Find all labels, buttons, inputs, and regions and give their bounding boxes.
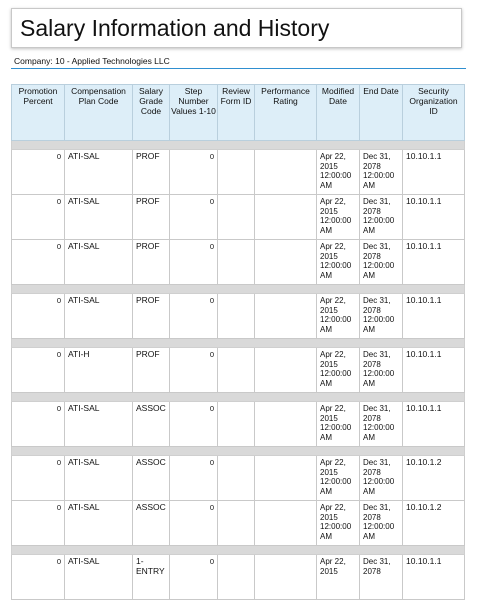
salary-grade-cell: 1-ENTRY — [133, 555, 170, 600]
compensation-plan-cell: ATI-H — [65, 348, 133, 393]
security-org-cell: 10.10.1.1 — [403, 240, 465, 285]
modified-date-cell: Apr 22, 2015 12:00:00 AM — [317, 501, 360, 546]
salary-grade-cell: PROF — [133, 294, 170, 339]
modified-date-cell: Apr 22, 2015 12:00:00 AM — [317, 195, 360, 240]
review-form-cell — [218, 348, 255, 393]
salary-grade-cell: ASSOC — [133, 456, 170, 501]
table-row[interactable] — [12, 195, 465, 240]
promotion-percent-cell: 0 — [12, 501, 65, 546]
review-form-cell — [218, 150, 255, 195]
header-row — [12, 85, 465, 141]
page-header — [11, 8, 462, 48]
group-separator-cell — [12, 447, 465, 456]
group-separator — [12, 339, 465, 348]
compensation-plan-cell: ATI-SAL — [65, 501, 133, 546]
step-number-cell: 0 — [170, 501, 218, 546]
security-org-cell: 10.10.1.2 — [403, 501, 465, 546]
performance-rating-cell — [255, 294, 317, 339]
col-header-review-form-id[interactable]: Review Form ID — [218, 85, 255, 141]
performance-rating-cell — [255, 195, 317, 240]
salary-grade-cell: PROF — [133, 240, 170, 285]
performance-rating-cell — [255, 348, 317, 393]
compensation-plan-cell: ATI-SAL — [65, 240, 133, 285]
group-separator — [12, 393, 465, 402]
company-label: Company: 10 - Applied Technologies LLC — [11, 54, 466, 69]
group-separator — [12, 447, 465, 456]
group-separator-cell — [12, 285, 465, 294]
salary-table — [11, 84, 465, 600]
step-number-cell: 0 — [170, 195, 218, 240]
end-date-cell: Dec 31, 2078 — [360, 555, 403, 600]
security-org-cell: 10.10.1.1 — [403, 402, 465, 447]
performance-rating-cell — [255, 501, 317, 546]
end-date-cell: Dec 31, 2078 12:00:00 AM — [360, 240, 403, 285]
security-org-cell: 10.10.1.2 — [403, 456, 465, 501]
modified-date-cell: Apr 22, 2015 12:00:00 AM — [317, 348, 360, 393]
compensation-plan-cell: ATI-SAL — [65, 294, 133, 339]
end-date-cell: Dec 31, 2078 12:00:00 AM — [360, 456, 403, 501]
promotion-percent-cell: 0 — [12, 240, 65, 285]
promotion-percent-cell: 0 — [12, 150, 65, 195]
step-number-cell: 0 — [170, 150, 218, 195]
security-org-cell: 10.10.1.1 — [403, 150, 465, 195]
promotion-percent-cell: 0 — [12, 555, 65, 600]
salary-history-grid — [11, 84, 464, 600]
modified-date-cell: Apr 22, 2015 12:00:00 AM — [317, 294, 360, 339]
table-body — [12, 141, 465, 600]
col-header-compensation-plan-code[interactable]: Compensation Plan Code — [65, 85, 133, 141]
col-header-security-org-id[interactable]: Security Organization ID — [403, 85, 465, 141]
end-date-cell: Dec 31, 2078 12:00:00 AM — [360, 501, 403, 546]
table-row[interactable] — [12, 150, 465, 195]
security-org-cell: 10.10.1.1 — [403, 294, 465, 339]
promotion-percent-cell: 0 — [12, 402, 65, 447]
security-org-cell: 10.10.1.1 — [403, 348, 465, 393]
col-header-performance-rating[interactable]: Performance Rating — [255, 85, 317, 141]
table-row[interactable] — [12, 294, 465, 339]
salary-grade-cell: ASSOC — [133, 501, 170, 546]
step-number-cell: 0 — [170, 402, 218, 447]
compensation-plan-cell: ATI-SAL — [65, 555, 133, 600]
review-form-cell — [218, 456, 255, 501]
table-row[interactable] — [12, 348, 465, 393]
promotion-percent-cell: 0 — [12, 348, 65, 393]
col-header-modified-date[interactable]: Modified Date — [317, 85, 360, 141]
table-row[interactable] — [12, 555, 465, 600]
performance-rating-cell — [255, 240, 317, 285]
end-date-cell: Dec 31, 2078 12:00:00 AM — [360, 402, 403, 447]
modified-date-cell: Apr 22, 2015 12:00:00 AM — [317, 150, 360, 195]
group-separator-cell — [12, 141, 465, 150]
group-separator-cell — [12, 546, 465, 555]
review-form-cell — [218, 555, 255, 600]
group-separator — [12, 285, 465, 294]
group-separator — [12, 546, 465, 555]
end-date-cell: Dec 31, 2078 12:00:00 AM — [360, 294, 403, 339]
col-header-promotion-percent[interactable]: Promotion Percent — [12, 85, 65, 141]
security-org-cell: 10.10.1.1 — [403, 195, 465, 240]
group-separator — [12, 141, 465, 150]
modified-date-cell: Apr 22, 2015 12:00:00 AM — [317, 240, 360, 285]
step-number-cell: 0 — [170, 240, 218, 285]
performance-rating-cell — [255, 402, 317, 447]
step-number-cell: 0 — [170, 294, 218, 339]
review-form-cell — [218, 501, 255, 546]
promotion-percent-cell: 0 — [12, 195, 65, 240]
page-title: Salary Information and History — [20, 15, 330, 41]
end-date-cell: Dec 31, 2078 12:00:00 AM — [360, 195, 403, 240]
performance-rating-cell — [255, 150, 317, 195]
review-form-cell — [218, 294, 255, 339]
performance-rating-cell — [255, 555, 317, 600]
promotion-percent-cell: 0 — [12, 294, 65, 339]
table-row[interactable] — [12, 240, 465, 285]
review-form-cell — [218, 240, 255, 285]
group-separator-cell — [12, 393, 465, 402]
table-row[interactable] — [12, 456, 465, 501]
compensation-plan-cell: ATI-SAL — [65, 195, 133, 240]
col-header-salary-grade-code[interactable]: Salary Grade Code — [133, 85, 170, 141]
performance-rating-cell — [255, 456, 317, 501]
salary-grade-cell: PROF — [133, 150, 170, 195]
compensation-plan-cell: ATI-SAL — [65, 456, 133, 501]
end-date-cell: Dec 31, 2078 12:00:00 AM — [360, 348, 403, 393]
col-header-end-date[interactable]: End Date — [360, 85, 403, 141]
salary-grade-cell: PROF — [133, 348, 170, 393]
compensation-plan-cell: ATI-SAL — [65, 150, 133, 195]
col-header-step-number[interactable]: Step Number Values 1-10 — [170, 85, 218, 141]
group-separator-cell — [12, 339, 465, 348]
review-form-cell — [218, 402, 255, 447]
compensation-plan-cell: ATI-SAL — [65, 402, 133, 447]
salary-grade-cell: PROF — [133, 195, 170, 240]
modified-date-cell: Apr 22, 2015 — [317, 555, 360, 600]
modified-date-cell: Apr 22, 2015 12:00:00 AM — [317, 402, 360, 447]
salary-grade-cell: ASSOC — [133, 402, 170, 447]
modified-date-cell: Apr 22, 2015 12:00:00 AM — [317, 456, 360, 501]
table-row[interactable] — [12, 501, 465, 546]
promotion-percent-cell: 0 — [12, 456, 65, 501]
step-number-cell: 0 — [170, 348, 218, 393]
review-form-cell — [218, 195, 255, 240]
security-org-cell: 10.10.1.1 — [403, 555, 465, 600]
step-number-cell: 0 — [170, 555, 218, 600]
end-date-cell: Dec 31, 2078 12:00:00 AM — [360, 150, 403, 195]
step-number-cell: 0 — [170, 456, 218, 501]
table-row[interactable] — [12, 402, 465, 447]
